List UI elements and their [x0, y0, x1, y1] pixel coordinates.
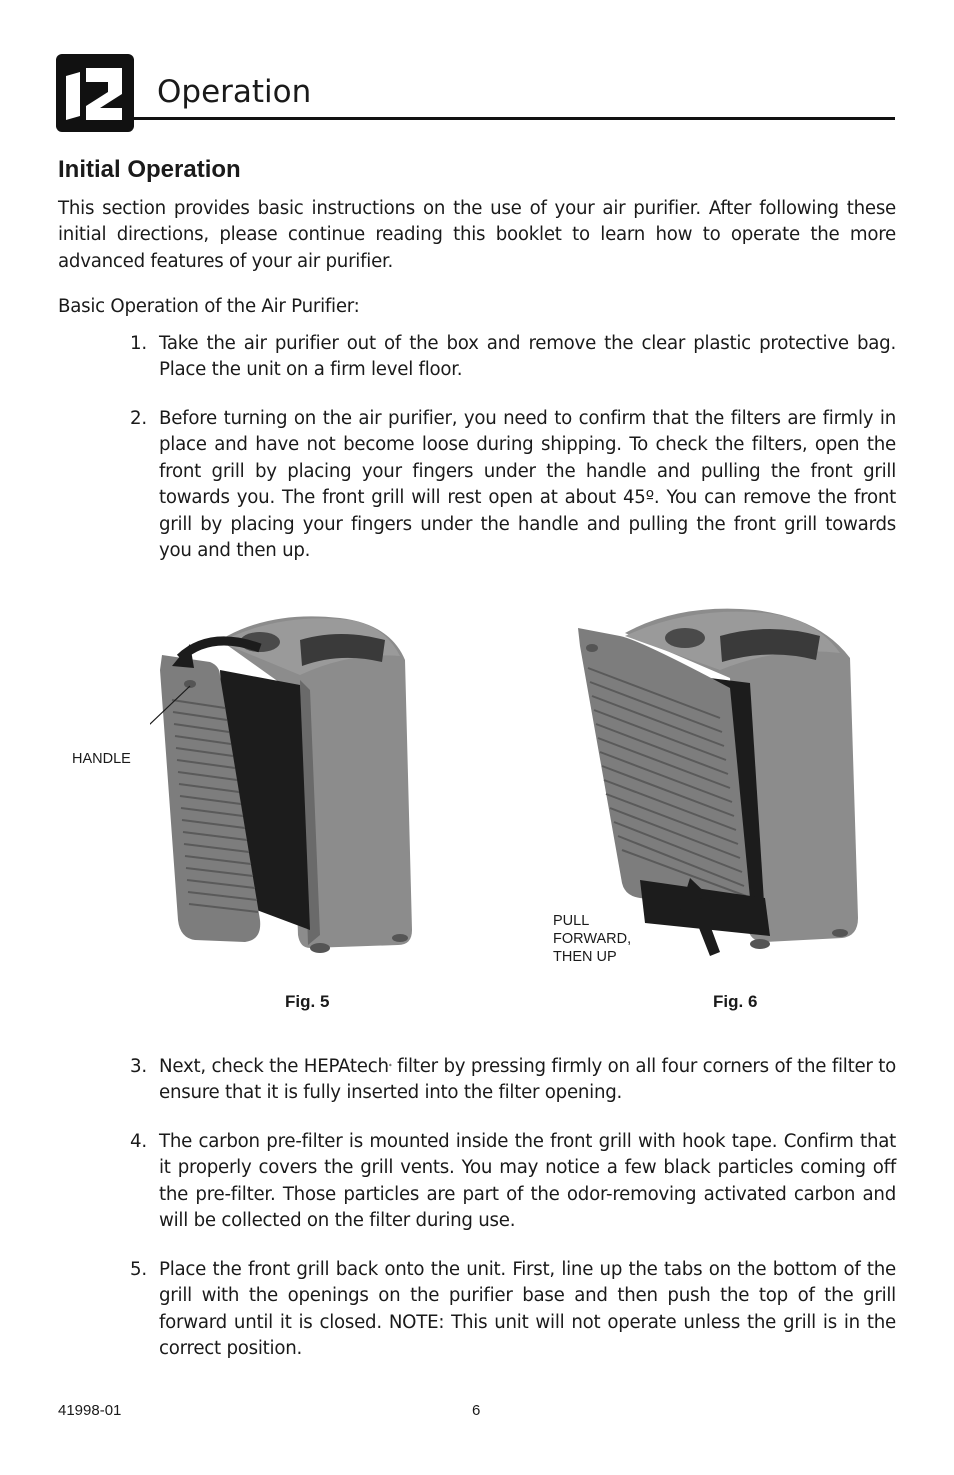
figure-5-illustration: [150, 600, 450, 960]
document-number: 41998-01: [58, 1402, 122, 1419]
list-text-part: filter by pressing firmly on all four corners of the filter to ensure that it is fully inserted into the filter opening.: [159, 1056, 896, 1104]
callout-line: PULL: [553, 913, 590, 929]
list-text: The carbon pre-filter is mounted inside the front grill with hook tape. Confirm that it properly covers the grill vents. You may notice a few black particles coming off the pre-filter. Those particles are part of the odor-removing activated carbon and will be collected on the filter during use.: [159, 1131, 896, 1232]
list-item: [130, 406, 896, 564]
intro-paragraph: This section provides basic instructions on the use of your air purifier. After following these initial directions, please continue reading this booklet to learn how to operate the more advanced features of your air purifier.: [58, 198, 896, 272]
list-text: [159, 1054, 896, 1107]
list-item: [130, 1129, 896, 1235]
list-number: 5.: [130, 1259, 147, 1280]
list-item: [130, 331, 896, 384]
air-purifier-logo-icon: [56, 54, 134, 132]
figure-6-caption: Fig. 6: [713, 992, 758, 1011]
page-title: Operation: [157, 74, 312, 110]
section-heading: Initial Operation: [58, 156, 241, 183]
list-number: 4.: [130, 1131, 147, 1152]
list-item: [130, 1054, 896, 1107]
figure-5-caption: Fig. 5: [285, 992, 330, 1011]
list-text: Before turning on the air purifier, you need to confirm that the filters are firmly in place and have not become loose during shipping. To check the filters, open the front grill by placing your fingers under the handle and pulling the front grill towards you. The front grill will rest open at about 45º. You can remove the front grill by placing your fingers under the handle and pulling the front grill towards you and then up.: [159, 408, 896, 562]
list-item: [130, 1257, 896, 1363]
handle-callout: HANDLE: [72, 751, 131, 767]
list-number: 2.: [130, 408, 147, 429]
list-text: Take the air purifier out of the box and remove the clear plastic protective bag. Place the unit on a firm level floor.: [159, 333, 896, 381]
header-rule: [133, 117, 895, 120]
page-number: 6: [472, 1402, 481, 1419]
trademark-mark: *: [388, 1063, 392, 1070]
callout-line: FORWARD,: [553, 931, 632, 947]
list-text-part: Next, check the HEPAtech: [159, 1056, 389, 1077]
figure-6-illustration: [570, 598, 870, 963]
list-number: 3.: [130, 1056, 147, 1077]
lead-paragraph: Basic Operation of the Air Purifier:: [58, 296, 360, 317]
callout-line: THEN UP: [553, 949, 617, 965]
pull-forward-callout: [553, 912, 631, 966]
list-number: 1.: [130, 333, 147, 354]
list-text: Place the front grill back onto the unit. First, line up the tabs on the bottom of the grill with the openings on the purifier base and then push the top of the grill forward until it is closed. NOTE: This unit will not operate unless the grill is in the correct position.: [159, 1259, 896, 1360]
